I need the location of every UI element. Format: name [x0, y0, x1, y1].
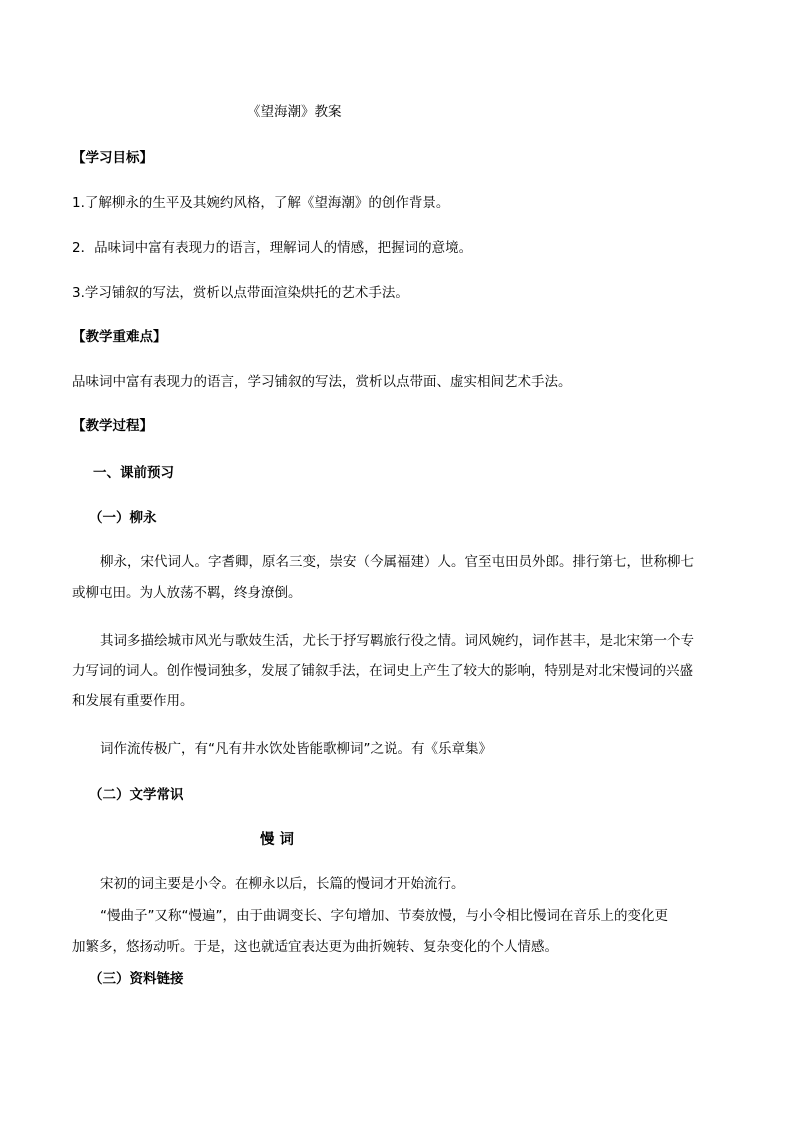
goal-item-3: 3.学习铺叙的写法，赏析以点带面渲染烘托的艺术手法。 [72, 285, 409, 301]
sub2-paragraph-1: 宋初的词主要是小令。在柳永以后，长篇的慢词才开始流行。 [100, 876, 465, 892]
sub2-title: 慢 词 [260, 832, 295, 848]
key-points-text: 品味词中富有表现力的语言，学习铺叙的写法，赏析以点带面、虚实相间艺术手法。 [72, 374, 572, 390]
sub1-paragraph-1-line-1: 柳永，宋代词人。字耆卿，原名三变，崇安（今属福建）人。官至屯田员外郎。排行第七，世称柳七 [100, 554, 694, 570]
key-points-heading: 【教学重难点】 [72, 329, 167, 345]
part1-heading: 一、课前预习 [93, 465, 174, 481]
sub1-paragraph-1-line-2: 或柳屯田。为人放荡不羁，终身潦倒。 [72, 585, 302, 601]
sub2-heading: （二）文学常识 [89, 787, 184, 803]
document-title: 《望海潮》教案 [247, 104, 342, 120]
sub1-paragraph-2-line-1: 其词多描绘城市风光与歌妓生活，尤长于抒写羁旅行役之情。词风婉约，词作甚丰，是北宋第一个专 [100, 633, 694, 649]
sub3-heading: （三）资料链接 [89, 971, 184, 987]
goal-item-2: 2．品味词中富有表现力的语言，理解词人的情感，把握词的意境。 [72, 240, 473, 256]
goals-heading: 【学习目标】 [72, 150, 153, 166]
process-heading: 【教学过程】 [72, 418, 153, 434]
sub1-paragraph-2-line-3: 和发展有重要作用。 [72, 693, 194, 709]
sub1-paragraph-2-line-2: 力写词的词人。创作慢词独多，发展了铺叙手法，在词史上产生了较大的影响，特别是对北宋慢词的兴盛 [72, 663, 693, 679]
sub2-paragraph-2-line-1: “慢曲子”又称“慢遍”，由于曲调变长、字句增加、节奏放慢，与小令相比慢词在音乐上的变化更 [100, 908, 668, 924]
sub1-paragraph-3: 词作流传极广，有“凡有井水饮处皆能歌柳词”之说。有《乐章集》 [100, 741, 492, 757]
sub2-paragraph-2-line-2: 加繁多，悠扬动听。于是，这也就适宜表达更为曲折婉转、复杂变化的个人情感。 [72, 939, 558, 955]
sub1-heading: （一）柳永 [89, 510, 157, 526]
goal-item-1: 1.了解柳永的生平及其婉约风格，了解《望海潮》的创作背景。 [72, 195, 450, 211]
